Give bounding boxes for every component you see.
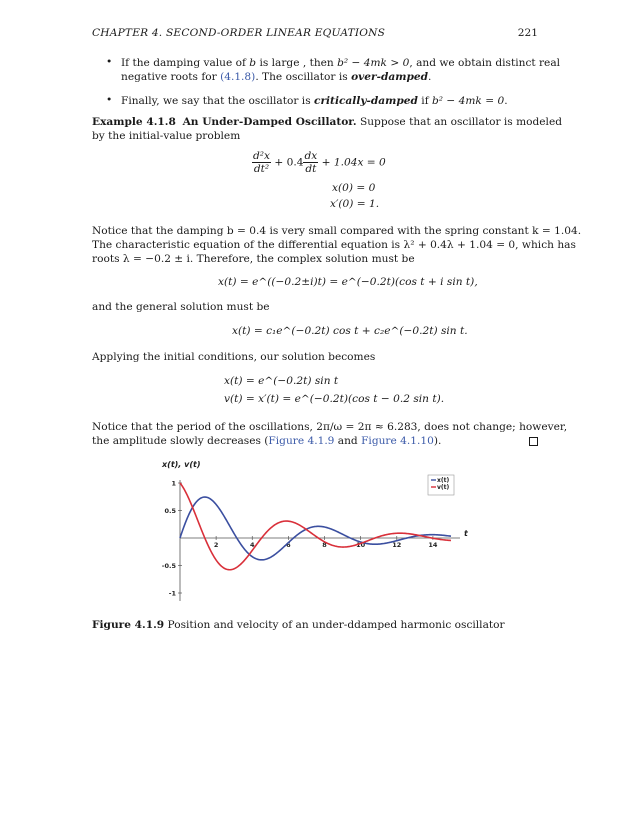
x-tick-label: 14 — [428, 541, 438, 549]
paragraph-line: and the general solution must be — [92, 301, 270, 313]
figure-ref-link[interactable]: Figure 4.1.10 — [361, 435, 434, 447]
legend-label: x(t) — [437, 477, 450, 484]
paragraph-line: roots λ = −0.2 ± i. Therefore, the complex solution must be — [92, 253, 415, 265]
x-tick-label: 2 — [213, 541, 219, 549]
x-tick-label: 4 — [249, 541, 255, 549]
bullet-marker: • — [106, 56, 113, 68]
example-intro: by the initial-value problem — [92, 130, 241, 142]
y-tick-label: 1 — [171, 479, 176, 488]
series-line-xt — [180, 497, 451, 560]
paragraph-line: The characteristic equation of the differential equation is λ² + 0.4λ + 1.04 = 0, which has — [92, 239, 576, 251]
y-tick-label: -0.5 — [161, 562, 176, 570]
y-tick-label: -1 — [168, 589, 176, 598]
figure-caption: Figure 4.1.9 Position and velocity of an under-ddamped harmonic oscillator — [92, 619, 505, 631]
x-axis-label: t — [464, 529, 468, 538]
figure-ref-link[interactable]: Figure 4.1.9 — [268, 435, 335, 447]
equation-ref-link[interactable]: (4.1.8) — [220, 71, 256, 83]
bullet-over-damped-line-2: negative roots for (4.1.8). The oscillator is over-damped. — [121, 71, 432, 83]
legend-label: v(t) — [437, 484, 450, 491]
solution-v-equation: v(t) = x′(t) = e^(−0.2t)(cos t − 0.2 sin t). — [224, 393, 445, 405]
oscillator-chart — [160, 455, 480, 605]
example-heading: Example 4.1.8 An Under-Damped Oscillator. Suppose that an oscillator is modeled — [92, 116, 562, 128]
initial-condition-2: x′(0) = 1. — [330, 198, 380, 210]
complex-solution-equation: x(t) = e^((−0.2±i)t) = e^(−0.2t)(cos t + i sin t), — [218, 276, 478, 288]
bullet-marker: • — [106, 94, 113, 106]
x-tick-label: 12 — [392, 541, 402, 549]
initial-condition-1: x(0) = 0 — [332, 182, 376, 194]
paragraph-line: the amplitude slowly decreases (Figure 4.1.9 and Figure 4.1.10). — [92, 435, 442, 447]
solution-x-equation: x(t) = e^(−0.2t) sin t — [224, 375, 339, 387]
x-tick-label: 10 — [356, 541, 366, 549]
bullet-critically-damped: Finally, we say that the oscillator is critically-damped if b² − 4mk = 0. — [121, 95, 508, 107]
y-axis-label: x(t), v(t) — [162, 460, 201, 469]
qed-box — [529, 437, 538, 446]
chapter-header: CHAPTER 4. SECOND-ORDER LINEAR EQUATIONS — [92, 27, 386, 39]
ode-equation: $\frac{\text{d²x}}{\text{dt²}}$ + 0.4 $\frac{dx}{dt}$ + 1.04x = 0 — [253, 150, 386, 175]
paragraph-line: Notice that the period of the oscillations, 2π/ω = 2π ≈ 6.283, does not change; however, — [92, 421, 568, 433]
bullet-over-damped-line-1: If the damping value of b is large , then b² − 4mk > 0, and we obtain distinct real — [121, 57, 561, 69]
general-solution-equation: x(t) = c₁e^(−0.2t) cos t + c₂e^(−0.2t) sin t. — [232, 325, 468, 337]
x-tick-label: 8 — [322, 541, 327, 549]
x-tick-label: 6 — [286, 541, 291, 549]
page-number: 221 — [517, 27, 538, 39]
y-tick-label: 0.5 — [164, 507, 176, 515]
paragraph-line: Applying the initial conditions, our solution becomes — [92, 351, 376, 363]
paragraph-line: Notice that the damping b = 0.4 is very small compared with the spring constant k = 1.04. — [92, 225, 582, 237]
